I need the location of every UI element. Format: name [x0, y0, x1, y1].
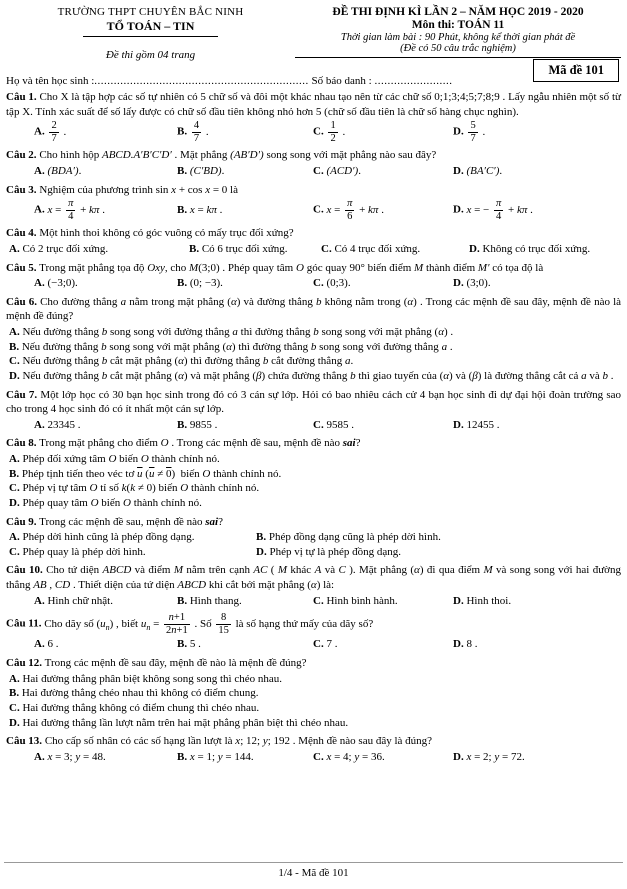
option-item	[453, 418, 621, 433]
option-label: B.	[9, 687, 20, 700]
question-item	[6, 295, 621, 384]
option-label: C.	[9, 482, 20, 495]
question-stem	[6, 226, 621, 241]
option-item	[177, 594, 313, 609]
option-text: Phép quay là phép dời hình.	[22, 545, 146, 558]
question-stem	[6, 261, 621, 276]
option-item	[453, 276, 621, 291]
option-label: B.	[177, 164, 188, 177]
option-label: C.	[9, 355, 20, 368]
footer-text: 1/4 - Mã đề 101	[278, 867, 349, 879]
answer-options	[6, 276, 621, 291]
question-text: Nghiệm của phương trình sin x + cos x = 0 là	[39, 183, 238, 196]
option-label: B.	[177, 594, 188, 607]
option-item	[6, 354, 621, 369]
option-item	[6, 701, 621, 716]
question-item	[6, 388, 621, 433]
option-label: B.	[177, 125, 188, 138]
option-text: Nếu đường thẳng b cắt mặt phẳng (α) thì đường thẳng b cắt đường thẳng a.	[22, 355, 354, 368]
option-label: B.	[189, 242, 200, 255]
option-text: Hình thoi.	[466, 594, 512, 607]
subject-line: Môn thi: TOÁN 11	[411, 19, 505, 31]
option-text: Nếu đường thẳng b song song với mặt phẳng (α) thì đường thẳng b song song với đường thẳng a .	[21, 340, 453, 353]
option-text: (C′BD).	[189, 164, 225, 177]
option-label: C.	[313, 594, 324, 607]
option-text: 9855 .	[189, 418, 218, 431]
option-label: B.	[9, 467, 20, 480]
option-label: B.	[177, 750, 188, 763]
option-label: B.	[177, 638, 188, 651]
option-item	[34, 164, 177, 179]
option-label: C.	[313, 203, 324, 216]
option-text: Phép dời hình cũng là phép đồng dạng.	[22, 531, 195, 544]
question-number: Câu 4.	[6, 227, 37, 240]
question-item	[6, 656, 621, 730]
header-right	[295, 6, 621, 61]
option-label: D.	[256, 545, 267, 558]
option-item	[453, 164, 621, 179]
question-item	[6, 734, 621, 764]
question-text: Trong mặt phẳng cho điểm O . Trong các mệnh đề sau, mệnh đề nào sai?	[39, 437, 361, 450]
option-item	[6, 340, 621, 355]
option-text: x = 3; y = 48.	[47, 750, 106, 763]
option-label: A.	[9, 242, 20, 255]
option-text: Phép quay tâm O biến O thành chính nó.	[22, 496, 202, 509]
option-text: (0; −3).	[189, 277, 223, 290]
option-label: D.	[469, 242, 480, 255]
question-text: Cho đường thẳng a nằm trong mặt phẳng (α) và đường thẳng b không nằm trong (α) . Trong các mệnh đề sau đây, mệnh đề nào là mệnh đề đúng?	[6, 295, 622, 323]
question-stem	[6, 436, 621, 451]
question-number: Câu 3.	[6, 183, 37, 196]
student-info-row	[6, 63, 621, 87]
question-stem	[6, 656, 621, 671]
option-text: 23345 .	[47, 418, 81, 431]
question-stem	[6, 388, 621, 417]
question-text: Một lớp học có 30 bạn học sinh trong đó có 3 cán sự lớp. Hỏi có bao nhiêu cách cử 4 bạn học sinh đi dự đại hội đoàn trường sao cho trong 4 học sinh đó có ít nhất một cán sự lớp.	[6, 388, 622, 416]
question-text: Cho cấp số nhân có các số hạng lần lượt là x; 12; y; 192 . Mệnh đề nào sau đây là đúng?	[44, 735, 433, 748]
option-item	[453, 637, 621, 652]
question-stem	[6, 515, 621, 530]
option-item	[34, 198, 177, 222]
question-stem	[6, 183, 621, 198]
option-label: A.	[34, 638, 45, 651]
page-header	[6, 6, 621, 61]
page-footer	[0, 862, 627, 879]
option-text: $\frac{1}{2}$ .	[330, 120, 346, 144]
option-item	[313, 418, 453, 433]
option-label: D.	[453, 203, 464, 216]
option-text: Phép vị tự tâm O tỉ số k(k ≠ 0) biến O thành chính nó.	[22, 482, 260, 495]
question-text: Trong mặt phẳng tọa độ Oxy, cho M(3;0) . Phép quay tâm O góc quay 90° biến điểm M thành điểm M′ có tọa độ là	[39, 261, 544, 274]
format-note: (Đề có 50 câu trắc nghiệm)	[400, 43, 516, 54]
option-text: 9585 .	[326, 418, 354, 431]
option-text: Hình chữ nhật.	[47, 594, 113, 607]
option-label: C.	[313, 277, 324, 290]
school-name: TRƯỜNG THPT CHUYÊN BẮC NINH	[57, 6, 244, 18]
option-text: 5 .	[189, 638, 201, 651]
answer-options	[6, 750, 621, 765]
footer-divider	[4, 862, 623, 863]
option-item	[6, 467, 621, 482]
option-item	[313, 120, 453, 144]
option-text: Có 4 trục đối xứng.	[334, 242, 421, 255]
question-number: Câu 12.	[6, 657, 43, 670]
option-text: x = − $\frac{\pi}{4}$ + kπ .	[466, 198, 533, 222]
option-item	[177, 203, 313, 218]
option-item	[6, 452, 621, 467]
option-item	[177, 418, 313, 433]
option-item	[9, 242, 189, 257]
option-label: D.	[453, 638, 464, 651]
question-item	[6, 436, 621, 510]
option-text: Không có trục đối xứng.	[482, 242, 591, 255]
option-text: 12455 .	[466, 418, 500, 431]
question-number: Câu 6.	[6, 295, 37, 308]
option-item	[256, 545, 621, 560]
question-list	[6, 90, 621, 764]
option-text: Có 2 trục đối xứng.	[22, 242, 109, 255]
question-stem	[6, 612, 621, 636]
option-text: Hình bình hành.	[326, 594, 398, 607]
option-label: C.	[9, 701, 20, 714]
option-item	[313, 750, 453, 765]
option-label: C.	[313, 750, 324, 763]
option-label: D.	[9, 496, 20, 509]
option-item	[313, 164, 453, 179]
student-name-blank: ..................................................................	[94, 75, 309, 87]
option-item	[34, 120, 177, 144]
option-label: A.	[34, 164, 45, 177]
option-label: A.	[34, 418, 45, 431]
question-item	[6, 612, 621, 652]
student-id-label: Số báo danh :	[311, 75, 372, 87]
duration-note: Thời gian làm bài : 90 Phút, không kể thời gian phát đề	[340, 32, 576, 43]
option-text: 6 .	[47, 638, 59, 651]
question-item	[6, 226, 621, 256]
option-text: Hai đường thẳng phân biệt không song song thì chéo nhau.	[22, 672, 283, 685]
option-item	[177, 637, 313, 652]
option-text: (−3;0).	[47, 277, 78, 290]
option-label: B.	[9, 340, 20, 353]
option-item	[6, 716, 621, 731]
option-item	[6, 369, 621, 384]
answer-options	[6, 325, 621, 384]
option-text: Nếu đường thẳng b cắt mặt phẳng (α) và mặt phẳng (β) chứa đường thẳng b thì giao tuyến của (α) và (β) là đường thẳng cắt cả a và b .	[22, 369, 614, 382]
option-text: Nếu đường thẳng b song song với đường thẳng a thì đường thẳng b song song với mặt phẳng (α) .	[22, 326, 454, 339]
question-item	[6, 563, 621, 608]
question-number: Câu 10.	[6, 564, 43, 577]
question-item	[6, 261, 621, 291]
option-label: C.	[321, 242, 332, 255]
option-item	[6, 325, 621, 340]
option-item	[6, 686, 621, 701]
option-text: x = 4; y = 36.	[326, 750, 385, 763]
option-text: Phép đồng dạng cũng là phép dời hình.	[268, 531, 441, 544]
question-stem	[6, 90, 621, 119]
option-label: A.	[9, 531, 20, 544]
option-text: (3;0).	[466, 277, 491, 290]
option-item	[189, 242, 321, 257]
option-text: (BDA′).	[47, 164, 82, 177]
option-text: x = $\frac{\pi}{4}$ + kπ .	[47, 198, 105, 222]
option-text: Hình thang.	[189, 594, 242, 607]
option-item	[177, 120, 313, 144]
option-label: C.	[313, 164, 324, 177]
option-label: C.	[313, 638, 324, 651]
answer-options	[6, 452, 621, 511]
question-item	[6, 183, 621, 223]
question-number: Câu 11.	[6, 617, 42, 630]
question-number: Câu 1.	[6, 91, 37, 103]
question-number: Câu 7.	[6, 388, 38, 401]
option-text: x = 2; y = 72.	[466, 750, 525, 763]
option-item	[9, 530, 256, 545]
option-item	[34, 750, 177, 765]
option-text: Phép đối xứng tâm O biến O thành chính nó.	[22, 453, 220, 466]
option-item	[469, 242, 621, 257]
question-stem	[6, 563, 621, 592]
answer-options	[6, 418, 621, 433]
option-label: B.	[177, 418, 188, 431]
option-label: A.	[34, 594, 45, 607]
answer-options	[6, 530, 621, 559]
option-item	[177, 164, 313, 179]
option-item	[34, 276, 177, 291]
question-text: Một hình thoi không có góc vuông có mấy trục đối xứng?	[39, 227, 294, 240]
exam-title: ĐỀ THI ĐỊNH KÌ LẦN 2 – NĂM HỌC 2019 - 2020	[332, 6, 584, 18]
option-text: Hai đường thẳng lần lượt nằm trên hai mặt phẳng phân biệt thì chéo nhau.	[22, 716, 349, 729]
option-item	[9, 545, 256, 560]
question-stem	[6, 295, 621, 324]
question-text: Cho hình hộp ABCD.A′B′C′D′ . Mặt phẳng (AB′D′) song song với mặt phẳng nào sau đây?	[39, 149, 437, 162]
option-label: D.	[453, 125, 464, 138]
option-text: $\frac{5}{7}$ .	[470, 120, 486, 144]
question-item	[6, 515, 621, 560]
option-label: B.	[177, 277, 188, 290]
question-text: Trong các mệnh đề sau, mệnh đề nào sai?	[39, 515, 223, 528]
option-item	[6, 496, 621, 511]
option-label: D.	[453, 750, 464, 763]
option-item	[321, 242, 469, 257]
option-label: D.	[453, 418, 464, 431]
option-label: C.	[313, 125, 324, 138]
option-label: D.	[9, 369, 20, 382]
header-right-block	[295, 6, 621, 58]
question-number: Câu 8.	[6, 437, 37, 450]
option-item	[34, 594, 177, 609]
question-item	[6, 148, 621, 178]
option-item	[313, 594, 453, 609]
question-stem	[6, 148, 621, 163]
option-text: (0;3).	[326, 277, 351, 290]
option-item	[177, 276, 313, 291]
option-text: Có 6 trục đối xứng.	[201, 242, 288, 255]
option-text: $\frac{2}{7}$ .	[51, 120, 67, 144]
option-item	[453, 198, 621, 222]
question-number: Câu 13.	[6, 735, 43, 748]
option-label: A.	[34, 277, 45, 290]
option-item	[34, 418, 177, 433]
student-name-label: Họ và tên học sinh :	[6, 75, 95, 87]
question-text: Cho tứ diện ABCD và điểm M nằm trên cạnh AC ( M khác A và C ). Mặt phẳng (α) đi qua điểm M và song song với hai đường thẳng AB , CD . Thiết diện của tứ diện ABCD khi cắt bởi mặt phẳng (α) là:	[6, 564, 621, 592]
option-label: A.	[34, 125, 45, 138]
option-item	[313, 637, 453, 652]
option-item	[6, 672, 621, 687]
option-label: C.	[313, 418, 324, 431]
option-text: (ACD′).	[326, 164, 361, 177]
answer-options	[6, 120, 621, 144]
option-text: 7 .	[326, 638, 338, 651]
question-stem	[6, 734, 621, 749]
question-number: Câu 2.	[6, 149, 37, 162]
option-item	[313, 276, 453, 291]
option-item	[34, 637, 177, 652]
answer-options	[6, 242, 621, 257]
answer-options	[6, 637, 621, 652]
pages-note: Đề thi gồm 04 trang	[105, 49, 196, 61]
option-item	[453, 120, 621, 144]
option-label: D.	[9, 716, 20, 729]
option-label: A.	[9, 326, 20, 339]
question-text: Cho X là tập hợp các số tự nhiên có 5 chữ số và đôi một khác nhau tạo nên từ các chữ số 0;1;3;4;5;7;8;9 . Lấy ngẫu nhiên một số từ tập X. Tính xác suất để số lấy được có chữ số đầu tiên không nhỏ hơn 5 (chữ số đầu tiên là chữ số hàng chục nghìn).	[6, 91, 622, 118]
option-text: x = 1; y = 144.	[189, 750, 254, 763]
option-text: x = $\frac{\pi}{6}$ + kπ .	[326, 198, 384, 222]
question-number: Câu 9.	[6, 515, 37, 528]
option-text: $\frac{4}{7}$ .	[193, 120, 209, 144]
answer-options	[6, 672, 621, 731]
option-text: Hai đường thẳng không có điểm chung thì chéo nhau.	[22, 701, 260, 714]
option-label: D.	[453, 164, 464, 177]
option-item	[256, 530, 621, 545]
header-left	[6, 6, 295, 61]
option-label: B.	[256, 531, 267, 544]
option-text: Phép tịnh tiến theo véc tơ $\overline{u}$ $(\overline{u} \ne 0)$ biến O thành chính nó.	[21, 467, 282, 480]
question-text: Trong các mệnh đề sau đây, mệnh đề nào là mệnh đề đúng?	[44, 657, 307, 670]
option-item	[177, 750, 313, 765]
question-number: Câu 5.	[6, 261, 37, 274]
answer-options	[6, 164, 621, 179]
exam-code-box: Mã đề 101	[533, 59, 619, 82]
option-text: x = kπ .	[189, 203, 223, 216]
option-label: C.	[9, 545, 20, 558]
option-label: A.	[34, 203, 45, 216]
option-label: D.	[453, 277, 464, 290]
option-item	[453, 750, 621, 765]
option-text: (BA′C′).	[466, 164, 503, 177]
question-item	[6, 90, 621, 144]
option-text: Phép vị tự là phép đồng dạng.	[269, 545, 401, 558]
option-text: 8 .	[466, 638, 478, 651]
option-label: A.	[34, 750, 45, 763]
option-text: Hai đường thẳng chéo nhau thì không có điểm chung.	[21, 687, 259, 700]
option-item	[453, 594, 621, 609]
option-label: D.	[453, 594, 464, 607]
option-label: A.	[9, 672, 20, 685]
option-label: A.	[9, 453, 20, 466]
option-item	[6, 481, 621, 496]
answer-options	[6, 594, 621, 609]
answer-options	[6, 198, 621, 222]
option-item	[313, 198, 453, 222]
option-label: B.	[177, 203, 188, 216]
question-text: Cho dãy số $(u_n)$ , biết $u_n$ = $\frac{n+1}{2n+1}$ . Số $\frac{8}{15}$ là số hạng thứ mấy của dãy số?	[44, 612, 374, 636]
student-id-blank: ........................	[374, 75, 453, 87]
department-name: TỔ TOÁN – TIN	[83, 19, 219, 37]
